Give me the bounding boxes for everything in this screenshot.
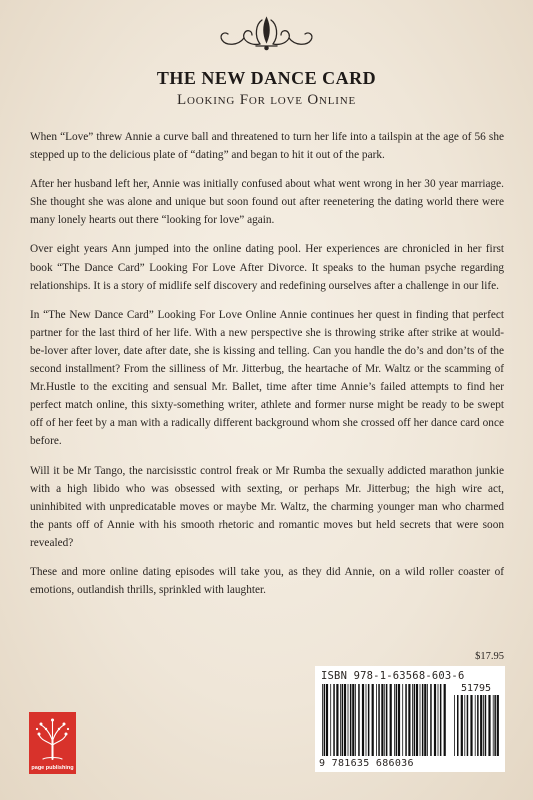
publisher-logo (29, 712, 76, 774)
blurb-paragraph: In “The New Dance Card” Looking For Love Online Annie continues her quest in finding that perfect partner for the last third of her life. With a new perspective she is throwing strike after strike at would-be-lover after lover, date after date, she is kissing and telling. Can you handle the do’s and don’ts of the second installment? From the silliness of Mr. Jitterbug, the heartache of Mr. Waltz or the scamming of Mr.Hustle to the exciting and sensual Mr. Ballet, time after time Annie’s failed attempts to find her perfect match online, this sixty-something writer, athlete and former nurse might be ready to be swept off of her feet by a man with a radically different background whom she crossed off her dance card once before. (30, 308, 504, 448)
publisher-name: page publishing (31, 765, 74, 771)
tree-icon (33, 715, 72, 761)
ornament-flourish (216, 12, 317, 52)
isbn-label: ISBN 978-1-63568-603-6 (321, 670, 465, 682)
blurb-paragraph: After her husband left her, Annie was initially confused about what went wrong in her 30 year marriage. She thought she was alone and unique but soon found out after reenetering the dating world there were many lonely hearts out there “looking for love” again. (30, 178, 504, 227)
price-code-bars (453, 695, 499, 756)
blurb-paragraph: When “Love” threw Annie a curve ball and threatened to turn her life into a tailspin at the age of 56 she stepped up to the delicious plate of “dating” and began to hit it out of the park. (30, 131, 504, 162)
blurb-paragraph: Over eight years Ann jumped into the online dating pool. Her experiences are chronicled in her first book “The Dance Card” Looking For Love After Divorce. It speaks to the human psyche regarding relationships. It is a story of midlife self discovery and redefining ourselves after a challenge in our life. (30, 243, 504, 292)
price-code: 51795 (460, 683, 492, 694)
blurb-paragraph: These and more online dating episodes will take you, as they did Annie, on a wild roller coaster of emotions, outlandish thrills, sprinkled with laughter. (30, 565, 504, 597)
isbn-barcode (315, 666, 505, 772)
book-subtitle: Looking For love Online (177, 92, 356, 108)
book-title: THE NEW DANCE CARD (156, 68, 377, 88)
blurb-paragraph: Will it be Mr Tango, the narcisisstic control freak or Mr Rumba the sexually addicted marathon junkie with a high libido who was obsessed with sexting, or perhaps Mr. Jitterbug; the high wire act, uninhibited with unpredicatable moves or maybe Mr. Waltz, the charming younger man who charmed the pants off of Annie with his smooth rhetoric and romantic moves but held secrets that were soon revealed? (30, 464, 504, 549)
blurb (30, 128, 504, 610)
ean-digits: 9 781635 686036 (319, 758, 414, 769)
barcode-bars (321, 684, 449, 756)
price-label: $17.95 (475, 651, 504, 662)
